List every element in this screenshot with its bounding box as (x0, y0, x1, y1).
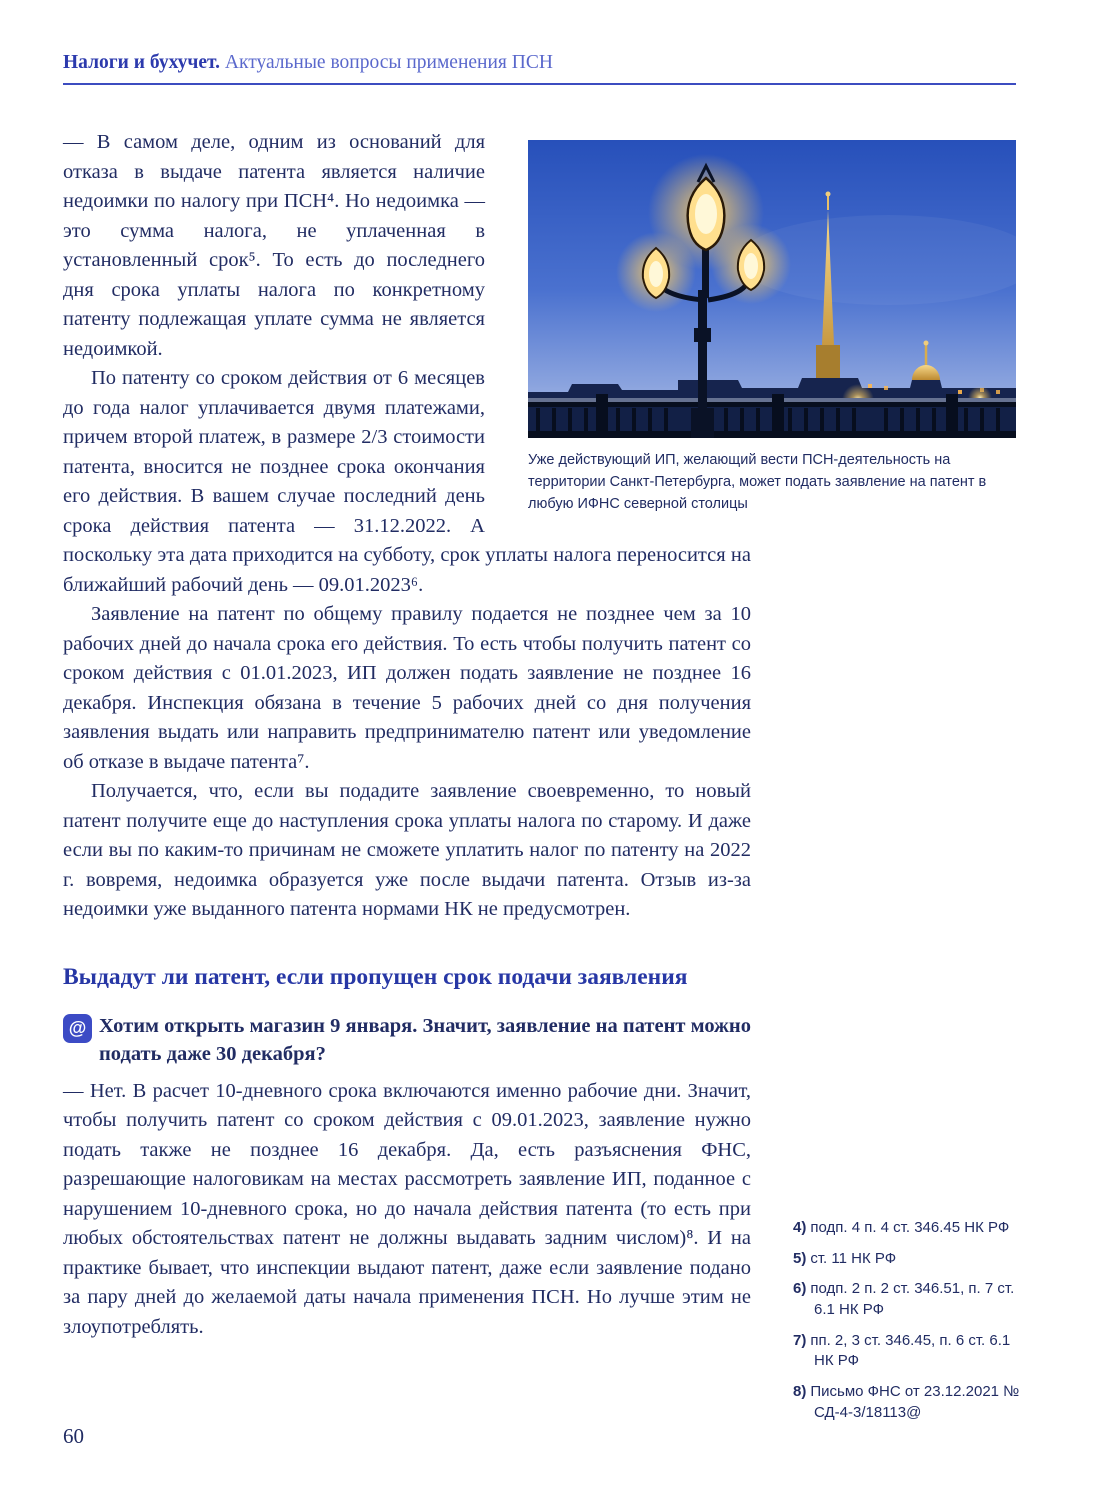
photo-text-wrap-spacer (485, 128, 751, 532)
footnote-text: подп. 2 п. 2 ст. 346.51, п. 7 ст. 6.1 НК РФ (810, 1280, 1015, 1319)
footnote (793, 1249, 1028, 1270)
footnotes-column (793, 1218, 1028, 1434)
footnote-number: 5) (793, 1249, 807, 1267)
footnote (793, 1382, 1028, 1423)
footnote-text: Письмо ФНС от 23.12.2021 № СД-4-3/18113@ (810, 1383, 1020, 1421)
magazine-section-title: Налоги и бухучет. (63, 52, 221, 73)
body-paragraph: Заявление на патент по общему правилу подается не позднее чем за 10 рабочих дней до начала срока его действия. То есть чтобы получить патент со сроком действия с 01.01.2023, ИП должен подать заявление не позднее 16 декабря. Инспекция обязана в течение 5 рабочих дней со дня получения заявления выдать или направить предпринимателю патент или уведомление об отказе в выдаче патента⁷. (63, 603, 751, 773)
footnote (793, 1279, 1028, 1320)
footnote (793, 1331, 1028, 1372)
page-header (63, 52, 1016, 85)
footnote-text: подп. 4 п. 4 ст. 346.45 НК РФ (810, 1219, 1010, 1236)
question-text: Хотим открыть магазин 9 января. Значит, заявление на патент можно подать даже 30 декабря? (99, 1014, 751, 1066)
reader-question (63, 1012, 751, 1069)
article-body (63, 128, 751, 1342)
footnote-number: 6) (793, 1280, 807, 1298)
at-sign-icon: @ (63, 1014, 92, 1043)
header-divider (63, 83, 1016, 85)
footnote-text: пп. 2, 3 ст. 346.45, п. 6 ст. 6.1 НК РФ (810, 1331, 1011, 1370)
body-paragraph: По патенту со сроком действия от 6 месяцев до года налог уплачивается двумя платежами, причем второй платеж, в размере 2/3 стоимости патента, вносится не позднее срока окончания его действия. В вашем случае последний день срока действия патента — 31.12.2022. А поскольку эта дата приходится на субботу, срок уплаты налога переносится на ближайший рабочий день — 09.01.2023⁶. (63, 367, 751, 596)
footnote-text: ст. 11 НК РФ (810, 1249, 897, 1267)
photo-caption: Уже действующий ИП, желающий вести ПСН-деятельность на территории Санкт-Петербурга, может подать заявление на патент в любую ИФНС северной столицы (528, 452, 987, 512)
footnote-number: 8) (793, 1383, 807, 1401)
footnote-number: 4) (793, 1219, 807, 1236)
article-rubric: Актуальные вопросы применения ПСН (224, 52, 553, 73)
page-number: 60 (63, 1424, 84, 1448)
footnote-number: 7) (793, 1331, 807, 1349)
body-paragraph: Получается, что, если вы подадите заявление своевременно, то новый патент получите еще до наступления срока уплаты налога по старому. И даже если вы по каким-то причинам не сможете уплатить налог по патенту на 2022 г. вовремя, недоимка образуется уже после выдачи патента. Отзыв из-за недоимки уже выданного патента нормами НК не предусмотрен. (63, 780, 751, 920)
footnote (793, 1218, 1028, 1239)
body-paragraph: — В самом деле, одним из оснований для отказа в выдаче патента является наличие недоимки по налогу при ПСН⁴. Но недоимка — это сумма налога, не уплаченная в установленный срок⁵. То есть до последнего дня срока уплаты налога по конкретному патенту подлежащая уплате сумма не является недоимкой. (63, 131, 485, 360)
answer-paragraph: — Нет. В расчет 10-дневного срока включаются именно рабочие дни. Значит, чтобы получить патент со сроком действия с 09.01.2023, заявление нужно подать также не позднее 16 декабря. Да, есть разъяснения ФНС, разрешающие налоговикам на местах рассмотреть заявление ИП, поданное с нарушением 10-дневного срока, но до начала действия патента (то есть при любых обстоятельствах патент не должны выдавать задним числом)⁸. И на практике бывает, что инспекции выдают патент, даже если заявление подано за пару дней до желаемой даты начала применения ПСН. Но лучше этим не злоупотреблять. (63, 1079, 751, 1338)
section-heading: Выдадут ли патент, если пропущен срок подачи заявления (63, 963, 688, 990)
